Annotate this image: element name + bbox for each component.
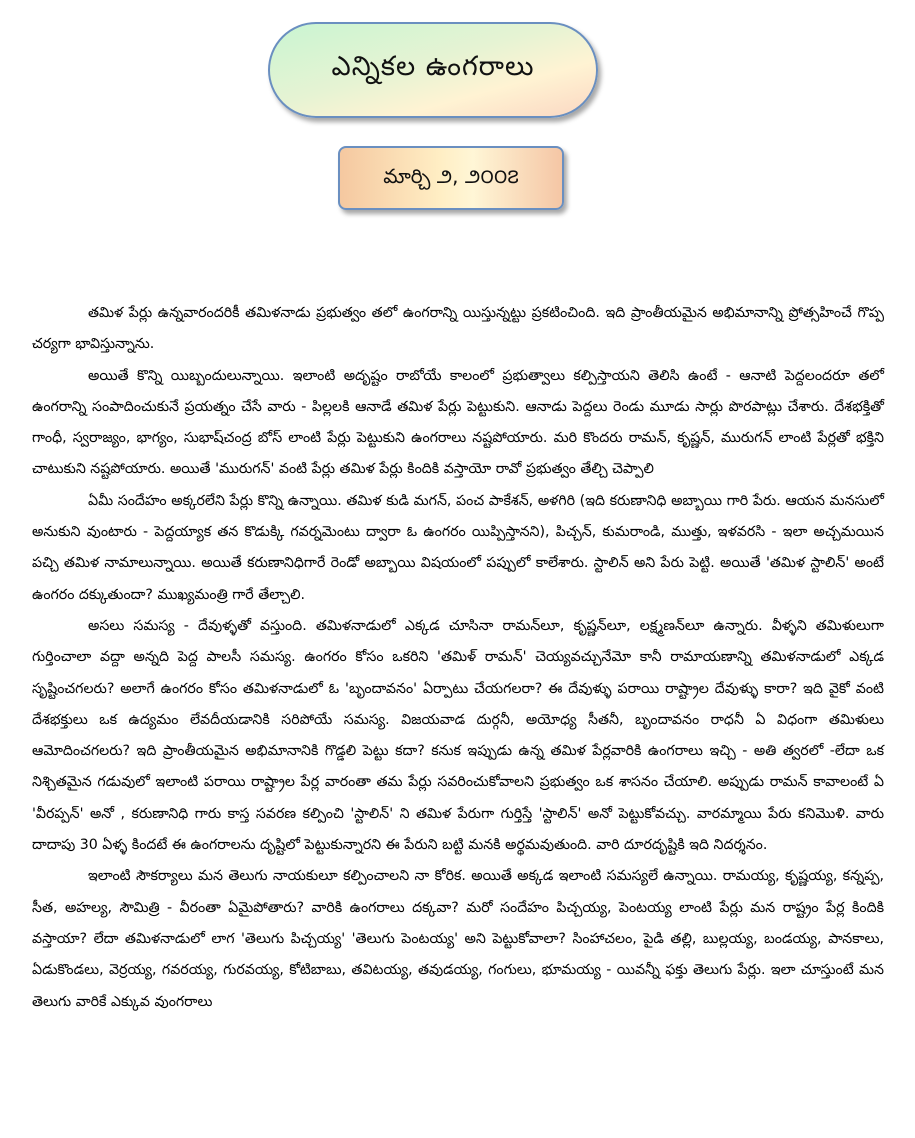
page-title: ఎన్నికల ఉంగరాలు <box>331 51 535 82</box>
title-banner <box>268 22 598 118</box>
date-banner <box>338 146 564 210</box>
article-paragraph: అయితే కొన్ని యిబ్బందులున్నాయి. ఇలాంటి అదృష్టం రాబోయే కాలంలో ప్రభుత్వాలు కల్పిస్తాయని తెలిసి ఉంటే - ఆనాటి పెద్దలందరూ తలో ఉంగరాన్ని సంపాదించుకునే ప్రయత్నం చేసే వారు - పిల్లలకి ఆనాడే తమిళ పేర్లు పెట్టుకుని. ఆనాడు పెద్దలు రెండు మూడు సార్లు పొరపాట్లు చేశారు. దేశభక్తితో గాంధీ, స్వరాజ్యం, భాగ్యం, సుభాష్‌చంద్ర బోస్ లాంటి పేర్లు పెట్టుకుని ఉంగరాలు నష్టపోయారు. మరి కొందరు రామన్, కృష్ణన్, మురుగన్ లాంటి పేర్లతో భక్తిని చాటుకుని నష్టపోయారు. అయితే 'మురుగన్' వంటి పేర్లు తమిళ పేర్లు కిందికి వస్తాయో రావో ప్రభుత్వం తేల్చి చెప్పాలి <box>32 367 884 478</box>
article-paragraph: అసలు సమస్య - దేవుళ్ళతో వస్తుంది. తమిళనాడులో ఎక్కడ చూసినా రామన్‌లూ, కృష్ణన్‌లూ, లక్ష్మణన్‌లూ ఉన్నారు. వీళ్ళని తమిళులుగా గుర్తించాలా వద్దా అన్నది పెద్ద పాలసీ సమస్య. ఉంగరం కోసం ఒకరిని 'తమిళ్ రామన్' చెయ్యవచ్చునేమో కానీ రామాయణాన్ని తమిళనాడులో ఎక్కడ సృష్టించగలరు? అలాగే ఉంగరం కోసం తమిళనాడులో ఓ 'బృందావనం' ఏర్పాటు చేయగలరా? ఈ దేవుళ్ళు పరాయి రాష్ట్రాల దేవుళ్ళు కారా? ఇది వైకో వంటి దేశభక్తులు ఒక ఉద్యమం లేవదీయడానికి సరిపోయే సమస్య. విజయవాడ దుర్గనీ, అయోధ్య సీతనీ, బృందావనం రాధనీ ఏ విధంగా తమిళులు ఆమోదించగలరు? ఇది ప్రాంతీయమైన అభిమానానికి గొడ్డలి పెట్టు కదా? కనుక ఇప్పుడు ఉన్న తమిళ పేర్లవారికి ఉంగరాలు ఇచ్చి - అతి త్వరలో -లేదా ఒక నిశ్చితమైన గడువులో ఇలాంటి పరాయి రాష్ట్రాల పేర్ల వారంతా తమ పేర్లు సవరించుకోవాలని ప్రభుత్వం ఒక శాసనం చేయాలి. అప్పుడు రామన్ కావాలంటే ఏ 'వీరప్పన్' అనో , కరుణానిధి గారు కాస్త సవరణ కల్పించి 'స్టాలిన్' ని తమిళ పేరుగా గుర్తిస్తే 'స్టాలిన్' అనో పెట్టుకోవచ్చు. వారమ్మాయి పేరు కనిమొళి. వారు దాదాపు 30 ఏళ్ళ కిందటే ఈ ఉంగరాలను దృష్టిలో పెట్టుకున్నారని ఈ పేరుని బట్టి మనకి అర్థమవుతుంది. వారి దూరదృష్టికి ఇది నిదర్శనం. <box>32 617 884 854</box>
article-paragraph: తమిళ పేర్లు ఉన్నవారందరికీ తమిళనాడు ప్రభుత్వం తలో ఉంగరాన్ని యిస్తున్నట్టు ప్రకటించింది. ఇది ప్రాంతీయమైన అభిమానాన్ని ప్రోత్సహించే గొప్ప చర్యగా భావిస్తున్నాను. <box>32 305 884 353</box>
post-date: మార్చి ౨, ౨౦౦౭ <box>383 163 519 188</box>
article-paragraph: ఇలాంటి సౌకర్యాలు మన తెలుగు నాయకులూ కల్పించాలని నా కోరిక. అయితే అక్కడ ఇలాంటి సమస్యలే ఉన్నాయి. రామయ్య, కృష్ణయ్య, కన్నప్ప, సీత, అహల్య, సౌమిత్రి - వీరంతా ఏమైపోతారు? వారికి ఉంగరాలు దక్కవా? మరో సందేహం పిచ్చయ్య, పెంటయ్య లాంటి పేర్లు మన రాష్ట్రం పేర్ల కిందికి వస్తాయా? లేదా తమిళనాడులో లాగ 'తెలుగు పిచ్చయ్య' 'తెలుగు పెంటయ్య' అని పెట్టుకోవాలా? సింహాచలం, పైడి తల్లి, బుల్లయ్య, బండయ్య, పానకాలు, ఏడుకొండలు, వెర్రయ్య, గవరయ్య, గురవయ్య, కోటిబాబు, తవిటయ్య, తవుడయ్య, గంగులు, భూమయ్య - యివన్నీ ఫక్తు తెలుగు పేర్లు. ఇలా చూస్తుంటే మన తెలుగు వారికే ఎక్కువ వుంగరాలు <box>32 868 884 1010</box>
article-body <box>32 298 884 1018</box>
article-paragraph: ఏమీ సందేహం అక్కరలేని పేర్లు కొన్ని ఉన్నాయి. తమిళ కుడి మగన్, పంచ పాకేశన్, అళగిరి (ఇది కరుణానిధి అబ్బాయి గారి పేరు. ఆయన మనసులో అనుకుని వుంటారు - పెద్దయ్యాక తన కొడుక్కి గవర్నమెంటు ద్వారా ఓ ఉంగరం యిప్పిస్తానని), పిచ్చన్, కుమరాండి, ముత్తు, ఇళవరసి - ఇలా అచ్చమయిన పచ్చి తమిళ నామాలున్నాయి. అయితే కరుణానిధిగారే రెండో అబ్బాయి విషయంలో పప్పులో కాలేశారు. స్టాలిన్ అని పేరు పెట్టి. అయితే 'తమిళ స్టాలిన్' అంటే ఉంగరం దక్కుతుందా? ముఖ్యమంత్రి గారే తేల్చాలి. <box>32 492 884 603</box>
